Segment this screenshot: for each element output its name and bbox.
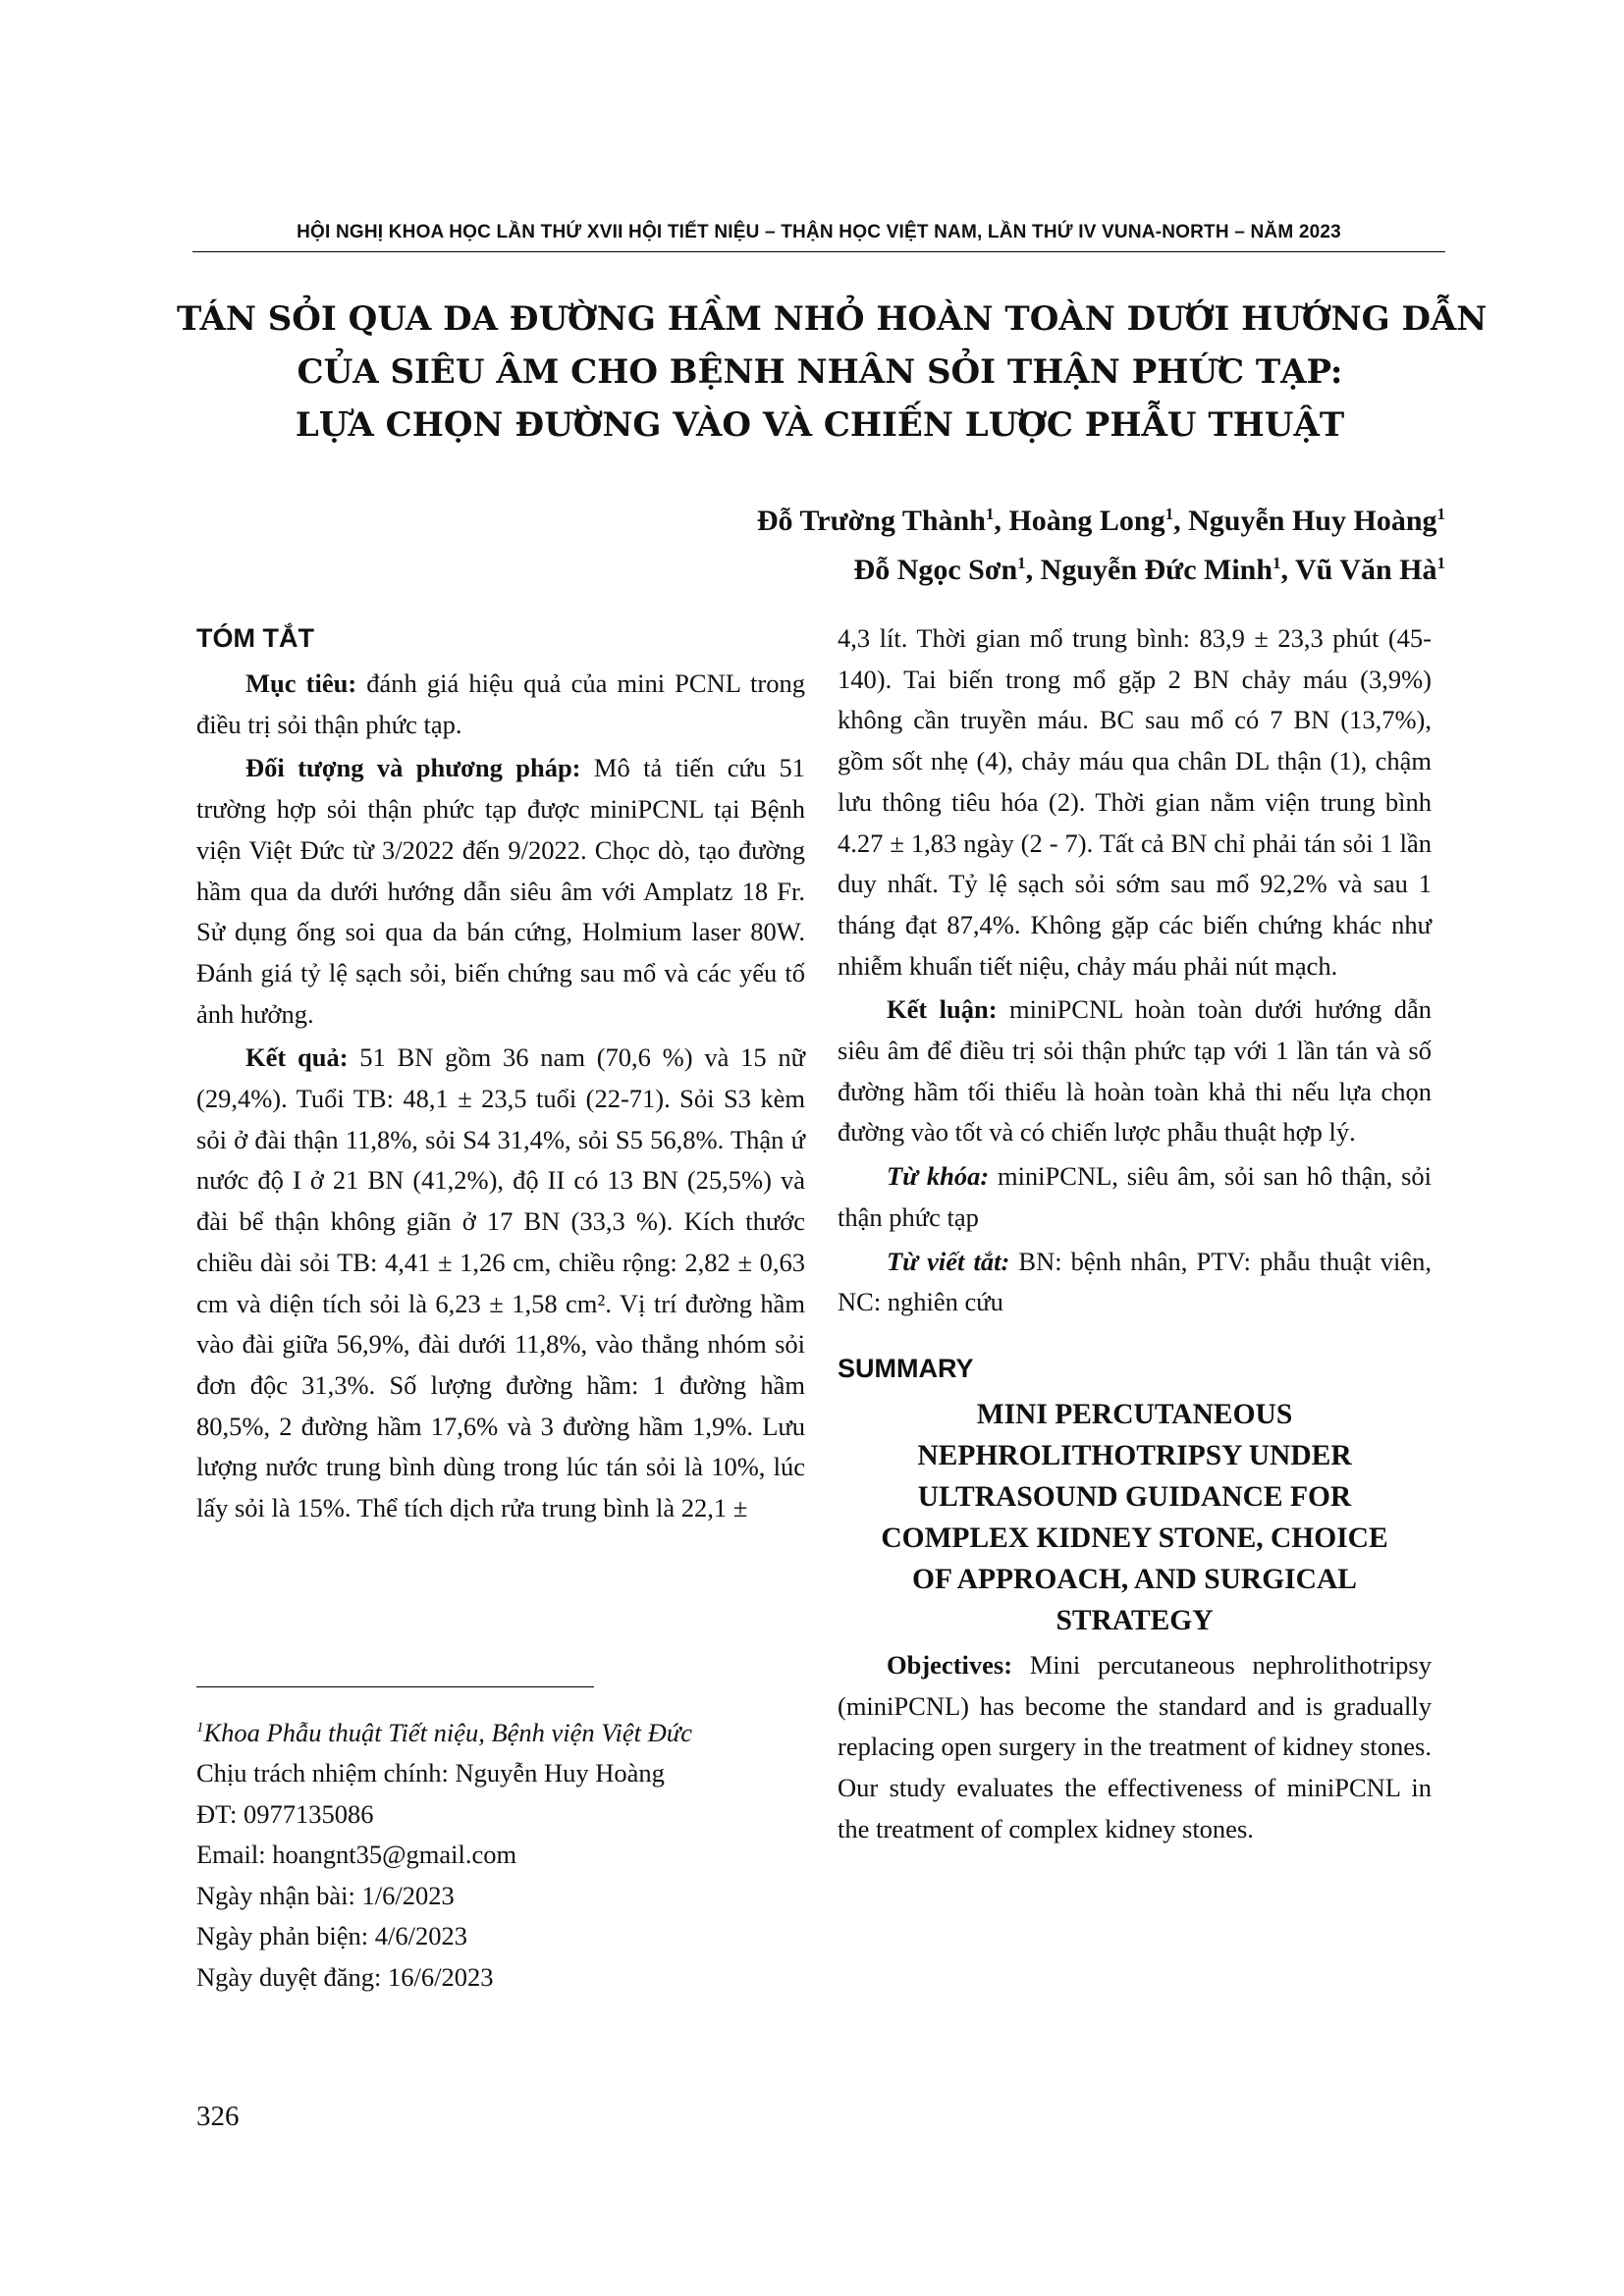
- english-title-line: STRATEGY: [1056, 1604, 1214, 1636]
- methods-paragraph: [196, 748, 805, 1035]
- objectives-label: Objectives:: [887, 1649, 1013, 1680]
- affiliation-note: [196, 1708, 805, 1753]
- objective-paragraph: [196, 664, 805, 745]
- methods-label: Đối tượng và phương pháp:: [245, 753, 581, 783]
- corresponding-author: Chịu trách nhiệm chính: Nguyễn Huy Hoàng: [196, 1758, 665, 1789]
- footnotes: [196, 1708, 805, 1998]
- author-name: Nguyễn Đức Minh: [1040, 554, 1273, 586]
- objectives-text: Mini percutaneous nephrolithotripsy (miniPCNL) has become the standard and is gradually replacing open surgery in the treatment of kidney stones. Our study evaluates the effectiveness of miniPCNL in the treatment of complex kidney stones.: [838, 1649, 1432, 1843]
- author-separator: ,: [994, 505, 1009, 537]
- results-paragraph: [196, 1038, 805, 1528]
- author-name: Đỗ Trường Thành: [756, 505, 986, 537]
- abbreviations-paragraph: [838, 1242, 1432, 1323]
- header-rule: [192, 251, 1445, 252]
- author-separator: ,: [1025, 554, 1041, 586]
- keywords-text: miniPCNL, siêu âm, sỏi san hô thận, sỏi thận phức tạp: [838, 1161, 1432, 1232]
- author-list: [562, 493, 1445, 591]
- author-name: Đỗ Ngọc Sơn: [853, 554, 1018, 586]
- objective-label: Mục tiêu:: [245, 668, 357, 698]
- english-title: [838, 1394, 1432, 1641]
- keywords-paragraph: [838, 1156, 1432, 1238]
- accepted-date: Ngày duyệt đăng: 16/6/2023: [196, 1961, 494, 1992]
- english-title-line: ULTRASOUND GUIDANCE FOR: [917, 1480, 1352, 1513]
- author-line-2: [562, 542, 1445, 591]
- results-continued: 4,3 lít. Thời gian mổ trung bình: 83,9 ± 23,3 phút (45-140). Tai biến trong mổ gặp 2 BN chảy máu (3,9%) không cần truyền máu. BC sau mổ có 7 BN (13,7%), gồm sốt nhẹ (4), chảy máu qua chân DL thận (1), chậm lưu thông tiêu hóa (2). Thời gian nằm viện trung bình 4.27 ± 1,83 ngày (2 - 7). Tất cả BN chỉ phải tán sỏi 1 lần duy nhất. Tỷ lệ sạch sỏi sớm sau mổ 92,2% và sau 1 tháng đạt 87,4%. Không gặp các biến chứng khác như nhiễm khuẩn tiết niệu, chảy máu phải nút mạch.: [838, 623, 1432, 981]
- title-line-3: LỰA CHỌN ĐƯỜNG VÀO VÀ CHIẾN LƯỢC PHẪU THUẬT: [295, 405, 1345, 445]
- author-separator: ,: [1173, 505, 1189, 537]
- objective-text: đánh giá hiệu quả của mini PCNL trong điều trị sỏi thận phức tạp.: [196, 668, 805, 739]
- objectives-paragraph: [838, 1645, 1432, 1850]
- keywords-label: Từ khóa:: [887, 1161, 990, 1192]
- results-label: Kết quả:: [245, 1042, 349, 1073]
- affiliation-text: Khoa Phẫu thuật Tiết niệu, Bệnh viện Việt Đức: [203, 1717, 692, 1747]
- phone-number: ĐT: 0977135086: [196, 1798, 374, 1829]
- summary-heading: SUMMARY: [838, 1353, 974, 1383]
- affiliation-mark: 1: [196, 1720, 204, 1735]
- results-text: 51 BN gồm 36 nam (70,6 %) và 15 nữ (29,4%). Tuổi TB: 48,1 ± 23,5 tuổi (22-71). Sỏi S3 kèm sỏi ở đài thận 11,8%, sỏi S4 31,4%, sỏi S5 56,8%. Thận ứ nước độ I ở 21 BN (41,2%), độ II có 13 BN (25,5%) và đài bể thận không giãn ở 17 BN (33,3 %). Kích thước chiều dài sỏi TB: 4,41 ± 1,26 cm, chiều rộng: 2,82 ± 0,63 cm và diện tích sỏi là 6,23 ± 1,58 cm². Vị trí đường hầm vào đài giữa 56,9%, đài dưới 11,8%, vào thẳng nhóm sỏi đơn độc 31,3%. Số lượng đường hầm: 1 đường hầm 80,5%, 2 đường hầm 17,6% và 3 đường hầm 1,9%. Lưu lượng nước trung bình dùng trong lúc tán sỏi là 10%, lúc lấy sỏi là 15%. Thể tích dịch rửa trung bình là 22,1 ±: [196, 1042, 806, 1523]
- title-line-1: TÁN SỎI QUA DA ĐƯỜNG HẦM NHỎ HOÀN TOÀN DƯỚI HƯỚNG DẪN: [177, 299, 1488, 339]
- title-line-2: CỦA SIÊU ÂM CHO BỆNH NHÂN SỎI THẬN PHỨC TẠP:: [297, 352, 1343, 392]
- left-column: [196, 618, 805, 1532]
- page-number: 326: [196, 2101, 240, 2132]
- abbreviations-label: Từ viết tắt:: [887, 1246, 1010, 1276]
- author-affiliation-mark: 1: [1436, 554, 1445, 572]
- received-date: Ngày nhận bài: 1/6/2023: [196, 1880, 455, 1910]
- article-title: [177, 293, 1488, 452]
- running-head: HỘI NGHỊ KHOA HỌC LẦN THỨ XVII HỘI TIẾT NIỆU – THẬN HỌC VIỆT NAM, LẦN THỨ IV VUNA-NORTH – NĂM 2023: [297, 222, 1341, 242]
- author-affiliation-mark: 1: [1017, 554, 1026, 572]
- conclusion-text: miniPCNL hoàn toàn dưới hướng dẫn siêu âm để điều trị sỏi thận phức tạp với 1 lần tán và số đường hầm tối thiểu là hoàn toàn khả thi nếu lựa chọn đường vào tốt và có chiến lược phẫu thuật hợp lý.: [838, 994, 1432, 1148]
- author-affiliation-mark: 1: [1436, 505, 1445, 523]
- review-date: Ngày phản biện: 4/6/2023: [196, 1921, 467, 1951]
- author-line-1: [562, 493, 1445, 542]
- english-title-line: NEPHROLITHOTRIPSY UNDER: [917, 1439, 1352, 1471]
- footnote-rule: [196, 1686, 594, 1687]
- conclusion-label: Kết luận:: [887, 994, 998, 1025]
- author-name: Hoàng Long: [1008, 505, 1165, 537]
- english-title-line: COMPLEX KIDNEY STONE, CHOICE: [881, 1522, 1388, 1554]
- email-address: Email: hoangnt35@gmail.com: [196, 1840, 517, 1870]
- author-separator: ,: [1280, 554, 1295, 586]
- english-title-line: OF APPROACH, AND SURGICAL: [912, 1563, 1357, 1595]
- english-title-line: MINI PERCUTANEOUS: [976, 1398, 1293, 1430]
- author-name: Nguyễn Huy Hoàng: [1188, 505, 1437, 537]
- author-name: Vũ Văn Hà: [1295, 554, 1437, 586]
- abbreviations-text: BN: bệnh nhân, PTV: phẫu thuật viên, NC: nghiên cứu: [838, 1246, 1432, 1317]
- abstract-heading: TÓM TẮT: [196, 623, 314, 653]
- author-affiliation-mark: 1: [1272, 554, 1281, 572]
- right-column: [838, 618, 1432, 1852]
- author-affiliation-mark: 1: [985, 505, 995, 523]
- author-affiliation-mark: 1: [1164, 505, 1174, 523]
- methods-text: Mô tả tiến cứu 51 trường hợp sỏi thận phức tạp được miniPCNL tại Bệnh viện Việt Đức từ 3/2022 đến 9/2022. Chọc dò, tạo đường hầm qua da dưới hướng dẫn siêu âm với Amplatz 18 Fr. Sử dụng ống soi qua da bán cứng, Holmium laser 80W. Đánh giá tỷ lệ sạch sỏi, biến chứng sau mổ và các yếu tố ảnh hưởng.: [196, 753, 805, 1029]
- conclusion-paragraph: [838, 989, 1432, 1153]
